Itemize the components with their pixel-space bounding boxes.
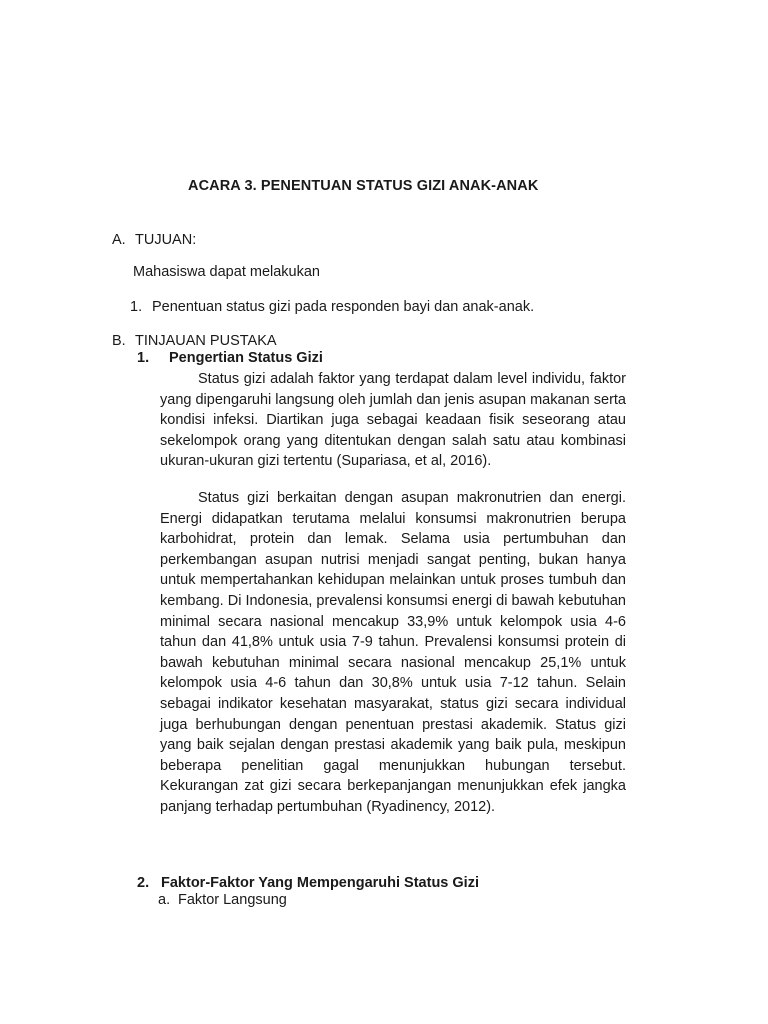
subsection-2-number: 2. — [137, 875, 150, 891]
paragraph-macronutrients: Status gizi berkaitan dengan asupan makronutrien dan energi. Energi didapatkan terutama melalui konsumsi makronutrien berupa karbohidrat, protein dan lemak. Selama usia pertumbuhan dan perkembangan asupan nutrisi menjadi sangat penting, bukan hanya untuk mempertahankan kehidupan melainkan untuk proses tumbuh dan kembang. Di Indonesia, prevalensi konsumsi energi di bawah kebutuhan minimal secara nasional mencakup 33,9% untuk kelompok usia 4-6 tahun dan 41,8% untuk usia 7-9 tahun. Prevalensi konsumsi protein di bawah kebutuhan minimal secara nasional mencakup 25,1% untuk kelompok usia 4-6 tahun dan 30,8% untuk usia 7-12 tahun. Selain sebagai indikator kesehatan masyarakat, status gizi secara individual juga berhubungan dengan penentuan prestasi akademik. Status gizi yang baik sejalan dengan prestasi akademik yang baik pula, meskipun beberapa penelitian gagal menunjukkan hubungan tersebut. Kekurangan zat gizi secara berkepanjangan menunjukkan efek jangka panjang terhadap pertumbuhan (Ryadinency, 2012). — [160, 490, 626, 815]
objective-item-text: Penentuan status gizi pada responden bayi dan anak-anak. — [152, 299, 535, 315]
document-title: ACARA 3. PENENTUAN STATUS GIZI ANAK-ANAK — [188, 178, 539, 194]
section-a-heading: TUJUAN: — [135, 232, 197, 248]
subsection-1-title: Pengertian Status Gizi — [169, 350, 323, 366]
paragraph-definition: Status gizi adalah faktor yang terdapat dalam level individu, faktor yang dipengaruhi langsung oleh jumlah dan jenis asupan makanan serta kondisi infeksi. Diartikan juga sebagai keadaan fisik seseorang atau sekelompok orang yang ditentukan dengan salah satu atau kombinasi ukuran-ukuran gizi tertentu (Supariasa, et al, 2016). — [160, 371, 626, 470]
section-a-letter: A. — [112, 232, 126, 248]
section-b-letter: B. — [112, 333, 126, 349]
section-b-heading: TINJAUAN PUSTAKA — [135, 333, 277, 349]
subsection-1-number: 1. — [137, 350, 150, 366]
subsection-2-title: Faktor-Faktor Yang Mempengaruhi Status Gizi — [161, 875, 479, 891]
factor-item-letter: a. — [158, 892, 171, 908]
objective-item-number: 1. — [130, 299, 143, 315]
factor-item-label: Faktor Langsung — [178, 892, 287, 908]
objective-intro: Mahasiswa dapat melakukan — [133, 264, 320, 280]
